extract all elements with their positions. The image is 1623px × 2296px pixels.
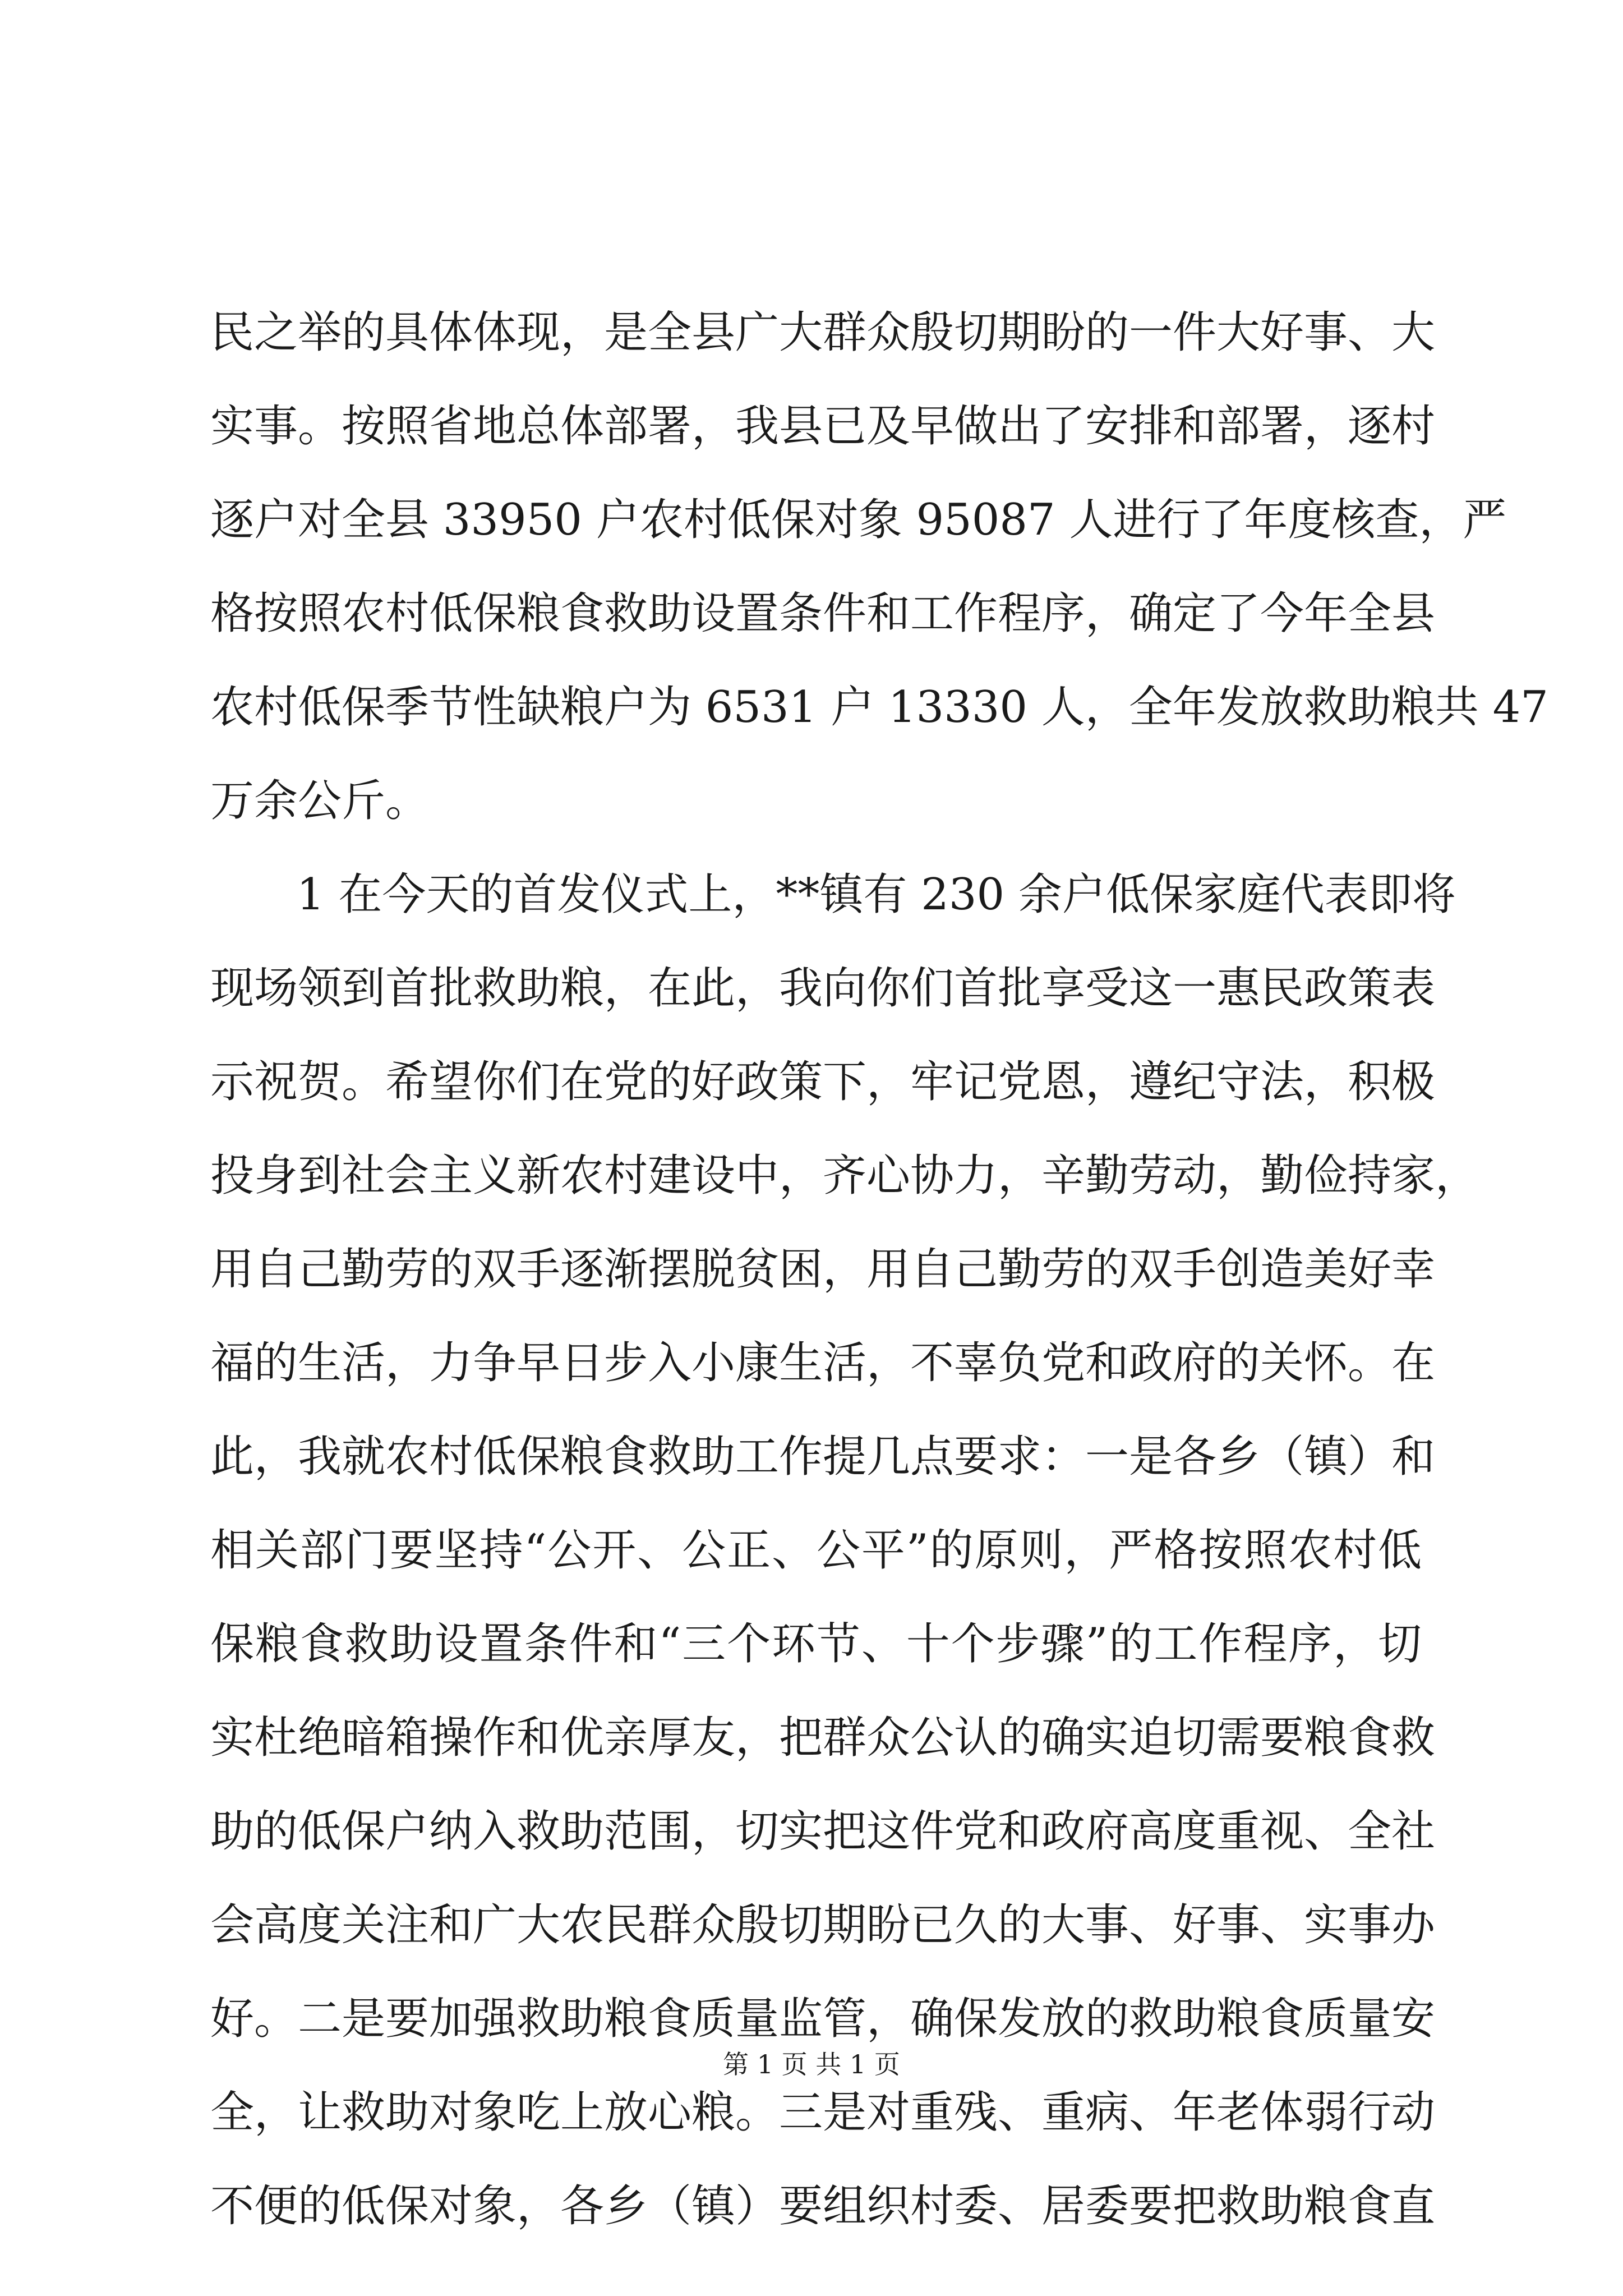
text-line: 相关部门要坚持“公开、公正、公平”的原则，严格按照农村低 [210, 1525, 1422, 1576]
text-line: 用自己勤劳的双手逐渐摆脱贫困，用自己勤劳的双手创造美好幸 [210, 1244, 1436, 1295]
text-line: 好。二是要加强救助粮食质量监管，确保发放的救助粮食质量安 [210, 1994, 1436, 2044]
text-line: 现场领到首批救助粮，在此，我向你们首批享受这一惠民政策表 [210, 963, 1436, 1014]
text-line: 农村低保季节性缺粮户为 6531 户 13330 人，全年发放救助粮共 47 [210, 682, 1548, 733]
text-line: 会高度关注和广大农民群众殷切期盼已久的大事、好事、实事办 [210, 1900, 1436, 1950]
page-footer [0, 2047, 1623, 2081]
text-line: 投身到社会主义新农村建设中，齐心协力，辛勤劳动，勤俭持家， [210, 1151, 1479, 1201]
text-line: 全，让救助对象吃上放心粮。三是对重残、重病、年老体弱行动 [210, 2087, 1436, 2138]
text-line: 实事。按照省地总体部署，我县已及早做出了安排和部署，逐村 [210, 401, 1436, 452]
text-line: 逐户对全县 33950 户农村低保对象 95087 人进行了年度核查，严 [210, 495, 1507, 545]
text-line: 福的生活，力争早日步入小康生活，不辜负党和政府的关怀。在 [210, 1338, 1436, 1388]
text-line: 民之举的具体体现，是全县广大群众殷切期盼的一件大好事、大 [210, 307, 1436, 358]
text-line: 示祝贺。希望你们在党的好政策下，牢记党恩，遵纪守法，积极 [210, 1057, 1436, 1107]
text-line: 1 在今天的首发仪式上，**镇有 230 余户低保家庭代表即将 [297, 869, 1456, 920]
text-line: 此，我就农村低保粮食救助工作提几点要求：一是各乡（镇）和 [210, 1432, 1436, 1482]
text-line: 助的低保户纳入救助范围，切实把这件党和政府高度重视、全社 [210, 1806, 1436, 1857]
text-line: 格按照农村低保粮食救助设置条件和工作程序，确定了今年全县 [210, 588, 1436, 639]
text-line: 保粮食救助设置条件和“三个环节、十个步骤”的工作程序，切 [210, 1619, 1422, 1669]
text-line: 实杜绝暗箱操作和优亲厚友，把群众公认的确实迫切需要粮食救 [210, 1713, 1436, 1763]
text-line: 不便的低保对象，各乡（镇）要组织村委、居委要把救助粮食直 [210, 2181, 1436, 2231]
text-line: 万余公斤。 [210, 776, 430, 826]
page-number: 第 1 页 共 1 页 [723, 2049, 900, 2079]
body-text [210, 286, 1548, 2253]
